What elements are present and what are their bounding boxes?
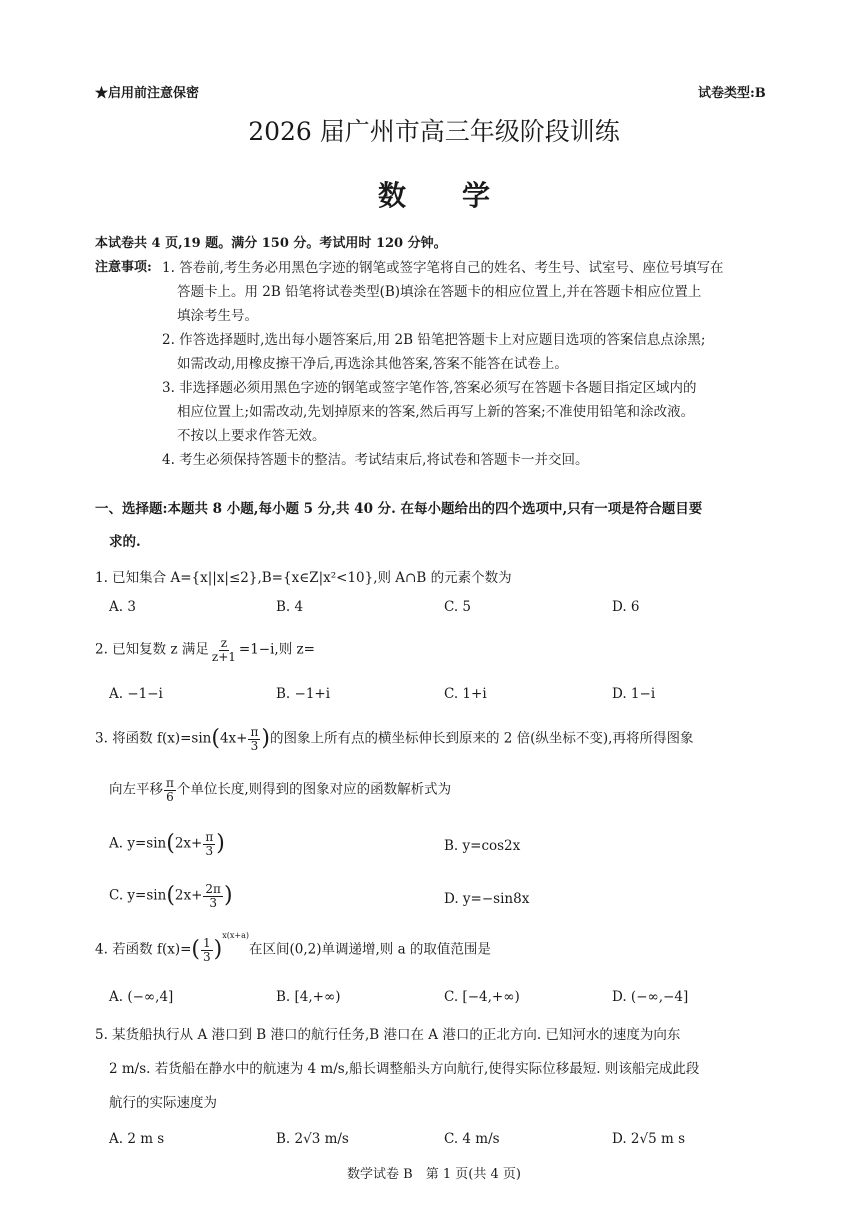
paren-close: ) (261, 726, 270, 752)
paren-close: ) (213, 937, 223, 963)
opt-fraction (203, 831, 215, 857)
q4-base (201, 937, 213, 963)
frac-num: 2π (205, 882, 221, 896)
option-d: D. 6 (612, 599, 640, 615)
option-a (109, 831, 225, 857)
note-line: 如需改动,用橡皮擦干净后,再选涂其他答案,答案不能答在试卷上。 (177, 356, 568, 372)
exam-summary: 本试卷共 4 页,19 题。满分 150 分。考试用时 120 分钟。 (95, 236, 447, 251)
option-b: B. [4,+∞) (276, 989, 341, 1005)
option-d: D. (−∞,−4] (612, 989, 689, 1005)
frac-den: 3 (250, 738, 259, 753)
note-line: 相应位置上;如需改动,先划掉原来的答案,然后再写上新的答案;不准使用铅笔和涂改液。 (177, 404, 695, 420)
option-d: D. y=−sin8x (444, 891, 530, 907)
page-footer: 数学试卷 B 第 1 页(共 4 页) (347, 1167, 521, 1182)
q3-line2-pre: 向左平移 (109, 781, 163, 798)
q4-suffix: 在区间(0,2)单调递增,则 a 的取值范围是 (249, 941, 491, 958)
question-3-stem (95, 726, 693, 752)
q3-suffix: 的图象上所有点的横坐标伸长到原来的 2 倍(纵坐标不变),再将所得图象 (269, 730, 694, 747)
option-a: A. (−∞,4] (109, 989, 174, 1005)
section-heading: 一、选择题:本题共 8 小题,每小题 5 分,共 40 分. 在每小题给出的四个选项中,只有一项是符合题目要 (95, 501, 703, 517)
question-5-line2: 2 m/s. 若货船在静水中的航速为 4 m/s,船长调整船头方向航行,使得实际位移最短. 则该船完成此段 (109, 1061, 700, 1077)
paren-open: ( (211, 726, 220, 752)
q2-frac-num: z (220, 636, 228, 650)
paren-open: ( (166, 831, 175, 857)
option-c: C. 5 (444, 599, 472, 615)
question-5-line1: 5. 某货船执行从 A 港口到 B 港口的航行任务,B 港口在 A 港口的正北方向. 已知河水的速度为向东 (95, 1027, 681, 1043)
opt-inner: 2x+ (174, 835, 203, 852)
frac-num: 1 (203, 936, 211, 950)
question-2-stem (95, 637, 315, 663)
opt-pre: A. y=sin (109, 835, 167, 852)
opt-pre: C. y=sin (109, 887, 167, 904)
option-c: C. 4 m/s (444, 1131, 500, 1147)
q2-suffix: =1−i,则 z= (238, 641, 315, 658)
paper-type: 试卷类型:B (698, 86, 766, 101)
option-a: A. 3 (109, 599, 136, 615)
q3-inner: 4x+ (219, 730, 248, 747)
opt-inner: 2x+ (174, 887, 203, 904)
option-b: B. y=cos2x (444, 838, 521, 854)
paren-open: ( (166, 883, 175, 909)
option-a: A. 2 m s (109, 1131, 165, 1147)
note-line: 2. 作答选择题时,选出每小题答案后,用 2B 铅笔把答题卡上对应题目选项的答案信息点涂黑; (162, 332, 706, 348)
note-line: 1. 答卷前,考生务必用黑色字迹的钢笔或签字笔将自己的姓名、考生号、试室号、座位号填写在 (162, 260, 724, 276)
question-3-line2 (109, 777, 451, 803)
option-c: C. 1+i (444, 686, 487, 702)
question-4-stem (95, 931, 491, 964)
paren-open: ( (191, 937, 201, 963)
frac-den: 3 (205, 843, 214, 858)
option-c (109, 883, 233, 909)
q4-prefix: 4. 若函数 f(x)= (95, 941, 192, 958)
paren-close: ) (223, 883, 233, 909)
q3-line2-fraction (164, 777, 176, 803)
option-d: D. 1−i (612, 686, 656, 702)
section-heading-cont: 求的. (109, 534, 141, 550)
frac-num: π (166, 776, 174, 790)
option-b: B. −1+i (276, 686, 331, 702)
confidential-mark: ★启用前注意保密 (95, 86, 200, 101)
frac-num: π (205, 830, 214, 844)
frac-den: 6 (166, 789, 174, 804)
option-c: C. [−4,+∞) (444, 989, 520, 1005)
question-5-line3: 航行的实际速度为 (109, 1095, 217, 1111)
exam-title: 2026 届广州市高三年级阶段训练 (248, 117, 620, 146)
paren-close: ) (216, 831, 225, 857)
option-b: B. 4 (276, 599, 304, 615)
option-b: B. 2√3 m/s (276, 1131, 349, 1147)
question-1-stem: 1. 已知集合 A={x||x|≤2},B={x∈Z|x²<10},则 A∩B 的元素个数为 (95, 570, 512, 586)
note-line: 不按以上要求作答无效。 (177, 428, 326, 444)
q4-exponent: x(x+a) (222, 931, 249, 941)
frac-den: 3 (203, 949, 211, 964)
opt-fraction (203, 883, 223, 909)
note-line: 答题卡上。用 2B 铅笔将试卷类型(B)填涂在答题卡的相应位置上,并在答题卡相应位置上 (177, 284, 702, 300)
q3-line2-post: 个单位长度,则得到的图象对应的函数解析式为 (176, 781, 452, 798)
q2-prefix: 2. 已知复数 z 满足 (95, 641, 209, 658)
q3-prefix: 3. 将函数 f(x)=sin (95, 730, 212, 747)
q2-fraction (210, 637, 238, 663)
frac-num: π (250, 725, 259, 739)
option-d: D. 2√5 m s (612, 1131, 686, 1147)
notes-label: 注意事项: (95, 260, 152, 275)
subject-title: 数 学 (377, 179, 490, 212)
q2-frac-den: z+1 (211, 649, 236, 664)
note-line: 4. 考生必须保持答题卡的整洁。考试结束后,将试卷和答题卡一并交回。 (162, 452, 589, 468)
note-line: 填涂考生号。 (177, 308, 258, 324)
frac-den: 3 (209, 895, 217, 910)
q3-fraction (248, 726, 260, 752)
option-a: A. −1−i (109, 686, 163, 702)
note-line: 3. 非选择题必须用黑色字迹的钢笔或签字笔作答,答案必须写在答题卡各题目指定区域内的 (162, 380, 697, 396)
